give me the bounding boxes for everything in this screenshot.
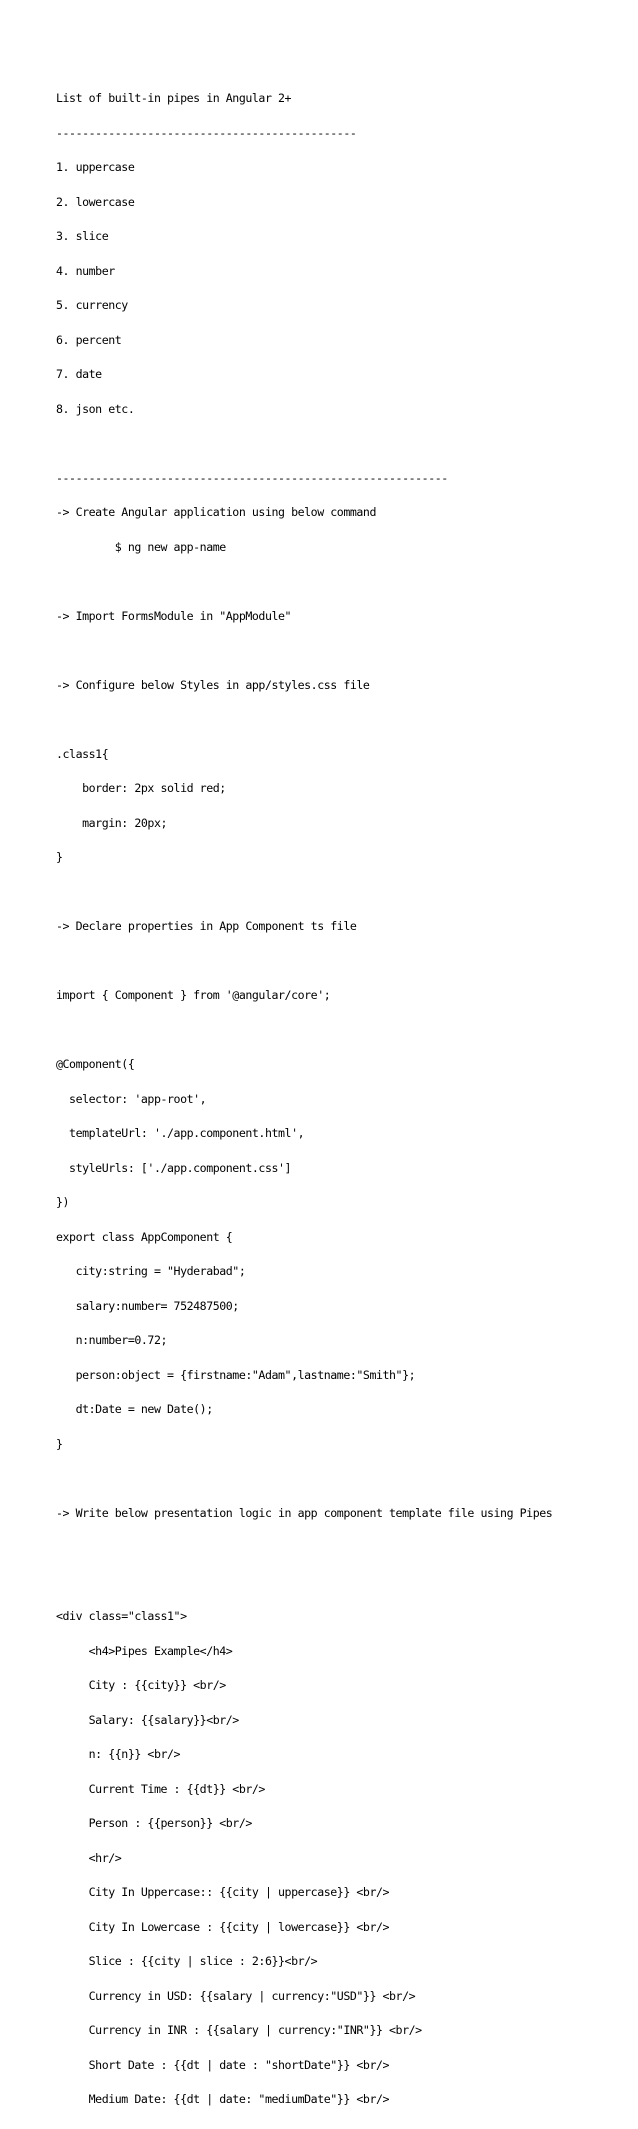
template-line: Salary: {{salary}}<br/> [56, 1712, 239, 1727]
component-line: @Component({ [56, 1057, 135, 1071]
template-line: <div class="class1"> [56, 1609, 187, 1623]
template-line: <h4>Pipes Example</h4> [56, 1643, 233, 1658]
css-line: } [56, 850, 63, 864]
step-create-command: $ ng new app-name [56, 539, 226, 554]
template-line: Slice : {{city | slice : 2:6}}<br/> [56, 1954, 318, 1968]
blank-line [56, 1577, 631, 1589]
blank-line [56, 1025, 631, 1037]
separator-short: ---------------------------------------------- [56, 125, 357, 140]
step-configure-styles: -> Configure below Styles in app/styles.css file [56, 677, 370, 692]
css-line: margin: 20px; [56, 815, 168, 830]
pipe-list-item: 6. percent [56, 332, 122, 347]
blank-line [56, 714, 631, 726]
template-line: Person : {{person}} <br/> [56, 1816, 252, 1830]
blank-line [56, 576, 631, 588]
component-line: styleUrls: ['./app.component.css'] [56, 1160, 292, 1175]
css-line: border: 2px solid red; [56, 781, 226, 795]
step-declare-properties: -> Declare properties in App Component ts file [56, 919, 357, 933]
pipe-list-item: 5. currency [56, 298, 128, 312]
blank-line [56, 645, 631, 657]
template-line: Current Time : {{dt}} <br/> [56, 1781, 265, 1796]
pipe-list-item: 1. uppercase [56, 160, 135, 174]
code-text [56, 70, 631, 2129]
component-line: person:object = {firstname:"Adam",lastname:"Smith"}; [56, 1367, 416, 1382]
template-line: City : {{city}} <br/> [56, 1678, 226, 1692]
template-line: Medium Date: {{dt | date: "mediumDate"}} <br/> [56, 2092, 390, 2106]
doc-title: List of built-in pipes in Angular 2+ [56, 91, 292, 105]
component-line: dt:Date = new Date(); [56, 1402, 213, 1416]
pipe-list-item: 4. number [56, 263, 115, 278]
template-line: Short Date : {{dt | date : "shortDate"}} <br/> [56, 2057, 390, 2072]
template-line: Currency in INR : {{salary | currency:"INR"}} <br/> [56, 2023, 422, 2037]
blank-line [56, 956, 631, 968]
import-line: import { Component } from '@angular/core'; [56, 988, 331, 1002]
blank-line [56, 438, 631, 450]
pipe-list-item: 3. slice [56, 229, 109, 243]
blank-line [56, 1542, 631, 1554]
step-create-app: -> Create Angular application using below command [56, 505, 376, 519]
template-line: n: {{n}} <br/> [56, 1747, 181, 1761]
component-line: salary:number= 752487500; [56, 1298, 239, 1313]
component-line: }) [56, 1195, 70, 1209]
step-write-logic: -> Write below presentation logic in app component template file using Pipes [56, 1505, 553, 1520]
pipe-list-item: 8. json etc. [56, 401, 135, 416]
component-line: selector: 'app-root', [56, 1091, 207, 1106]
component-line: export class AppComponent { [56, 1229, 233, 1244]
step-import-forms: -> Import FormsModule in "AppModule" [56, 608, 292, 623]
template-line: <hr/> [56, 1850, 122, 1865]
pipe-list-item: 7. date [56, 367, 102, 381]
template-line: Currency in USD: {{salary | currency:"USD"}} <br/> [56, 1988, 416, 2003]
component-line: city:string = "Hyderabad"; [56, 1264, 246, 1278]
blank-line [56, 1473, 631, 1485]
component-line: n:number=0.72; [56, 1333, 168, 1347]
css-line: .class1{ [56, 746, 109, 761]
separator-long: ------------------------------------------------------------ [56, 470, 448, 485]
template-line: City In Lowercase : {{city | lowercase}} <br/> [56, 1919, 390, 1934]
pipe-list-item: 2. lowercase [56, 194, 135, 209]
blank-line [56, 887, 631, 899]
component-line: templateUrl: './app.component.html', [56, 1126, 305, 1140]
component-line: } [56, 1436, 63, 1451]
template-line: City In Uppercase:: {{city | uppercase}} <br/> [56, 1885, 390, 1899]
